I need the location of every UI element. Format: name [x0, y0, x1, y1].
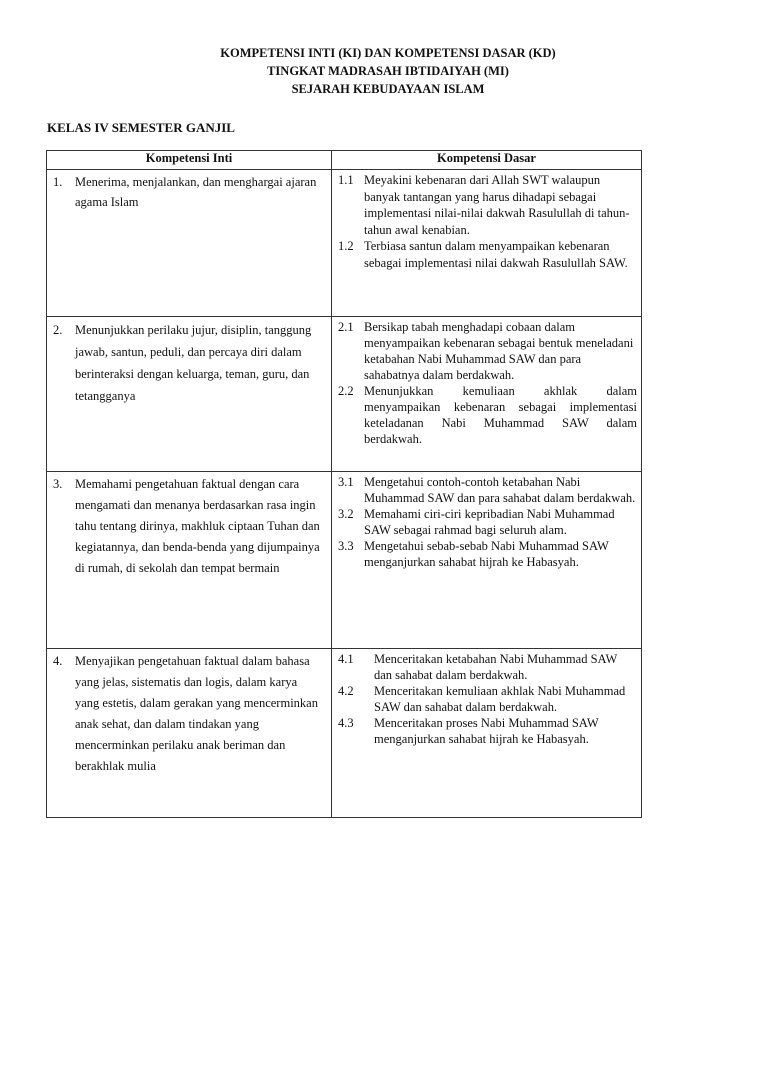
table-row	[47, 317, 642, 472]
kd-number: 4.2	[338, 684, 354, 698]
ki-number: 1.	[53, 175, 63, 189]
kd-number: 2.2	[338, 384, 354, 398]
kd-text: Mengetahui sebab-sebab Nabi Muhammad SAW menganjurkan sahabat hijrah ke Habasyah.	[364, 539, 609, 569]
kd-cell	[332, 472, 642, 649]
kd-text: Meyakini kebenaran dari Allah SWT walaupun banyak tantangan yang harus dihadapi sebagai implementasi nilai-nilai dakwah Rasulullah di tahun-tahun awal kenabian.	[364, 173, 630, 237]
kd-number: 1.2	[338, 239, 354, 253]
kd-cell	[332, 170, 642, 317]
kd-text: Menunjukkan kemuliaan akhlak dalam menyampaikan kebenaran sebagai implementasi keteladanan Nabi Muhammad SAW dalam berdakwah.	[364, 384, 637, 446]
kd-text: Menceritakan ketabahan Nabi Muhammad SAW dan sahabat dalam berdakwah.	[374, 652, 618, 682]
kd-number: 3.3	[338, 539, 354, 553]
table-row	[47, 649, 642, 818]
ki-text: Menyajikan pengetahuan faktual dalam bahasa yang jelas, sistematis dan logis, dalam karya yang estetis, dalam gerakan yang mencerminkan anak sehat, dan dalam tindakan yang mencerminkan perilaku anak beriman dan berakhlak mulia	[75, 654, 318, 773]
competency-table	[46, 150, 642, 818]
title-line-2: TINGKAT MADRASAH IBTIDAIYAH (MI)	[267, 64, 509, 78]
column-header-ki: Kompetensi Inti	[47, 151, 332, 170]
table-header-row	[47, 151, 642, 170]
kd-number: 2.1	[338, 320, 354, 334]
kd-number: 3.1	[338, 475, 354, 489]
kd-number: 4.3	[338, 716, 354, 730]
ki-cell	[47, 170, 332, 317]
document-title	[0, 44, 768, 98]
kd-text: Menceritakan kemuliaan akhlak Nabi Muhammad SAW dan sahabat dalam berdakwah.	[374, 684, 626, 714]
title-line-1: KOMPETENSI INTI (KI) DAN KOMPETENSI DASAR (KD)	[220, 46, 556, 60]
ki-number: 2.	[53, 323, 63, 337]
kd-cell	[332, 317, 642, 472]
table-row	[47, 170, 642, 317]
kd-number: 3.2	[338, 507, 354, 521]
kd-text: Memahami ciri-ciri kepribadian Nabi Muhammad SAW sebagai rahmad bagi seluruh alam.	[364, 507, 615, 537]
kd-text: Menceritakan proses Nabi Muhammad SAW menganjurkan sahabat hijrah ke Habasyah.	[374, 716, 599, 746]
ki-cell	[47, 472, 332, 649]
kd-number: 4.1	[338, 652, 354, 666]
ki-text: Memahami pengetahuan faktual dengan cara mengamati dan menanya berdasarkan rasa ingin tahu tentang dirinya, makhluk ciptaan Tuhan dan kegiatannya, dan benda-benda yang dijumpainya di rumah, di sekolah dan tempat bermain	[75, 477, 320, 575]
ki-text: Menerima, menjalankan, dan menghargai ajaran agama Islam	[75, 175, 317, 209]
title-line-3: SEJARAH KEBUDAYAAN ISLAM	[291, 82, 485, 96]
kd-text: Bersikap tabah menghadapi cobaan dalam menyampaikan kebenaran sebagai bentuk meneladani ketabahan Nabi Muhammad SAW dan para sahabatnya dalam berdakwah.	[364, 320, 634, 382]
kd-cell	[332, 649, 642, 818]
kd-text: Terbiasa santun dalam menyampaikan kebenaran sebagai implementasi nilai dakwah Rasulullah SAW.	[364, 239, 628, 270]
ki-number: 4.	[53, 654, 63, 668]
kd-number: 1.1	[338, 173, 354, 187]
kd-text: Mengetahui contoh-contoh ketabahan Nabi Muhammad SAW dan para sahabat dalam berdakwah.	[364, 475, 636, 505]
table-row	[47, 472, 642, 649]
class-heading: KELAS IV SEMESTER GANJIL	[47, 120, 235, 135]
ki-cell	[47, 317, 332, 472]
ki-cell	[47, 649, 332, 818]
ki-text: Menunjukkan perilaku jujur, disiplin, tanggung jawab, santun, peduli, dan percaya diri dalam berinteraksi dengan keluarga, teman, guru, dan tetangganya	[75, 323, 312, 403]
column-header-kd: Kompetensi Dasar	[332, 151, 642, 170]
ki-number: 3.	[53, 477, 63, 491]
